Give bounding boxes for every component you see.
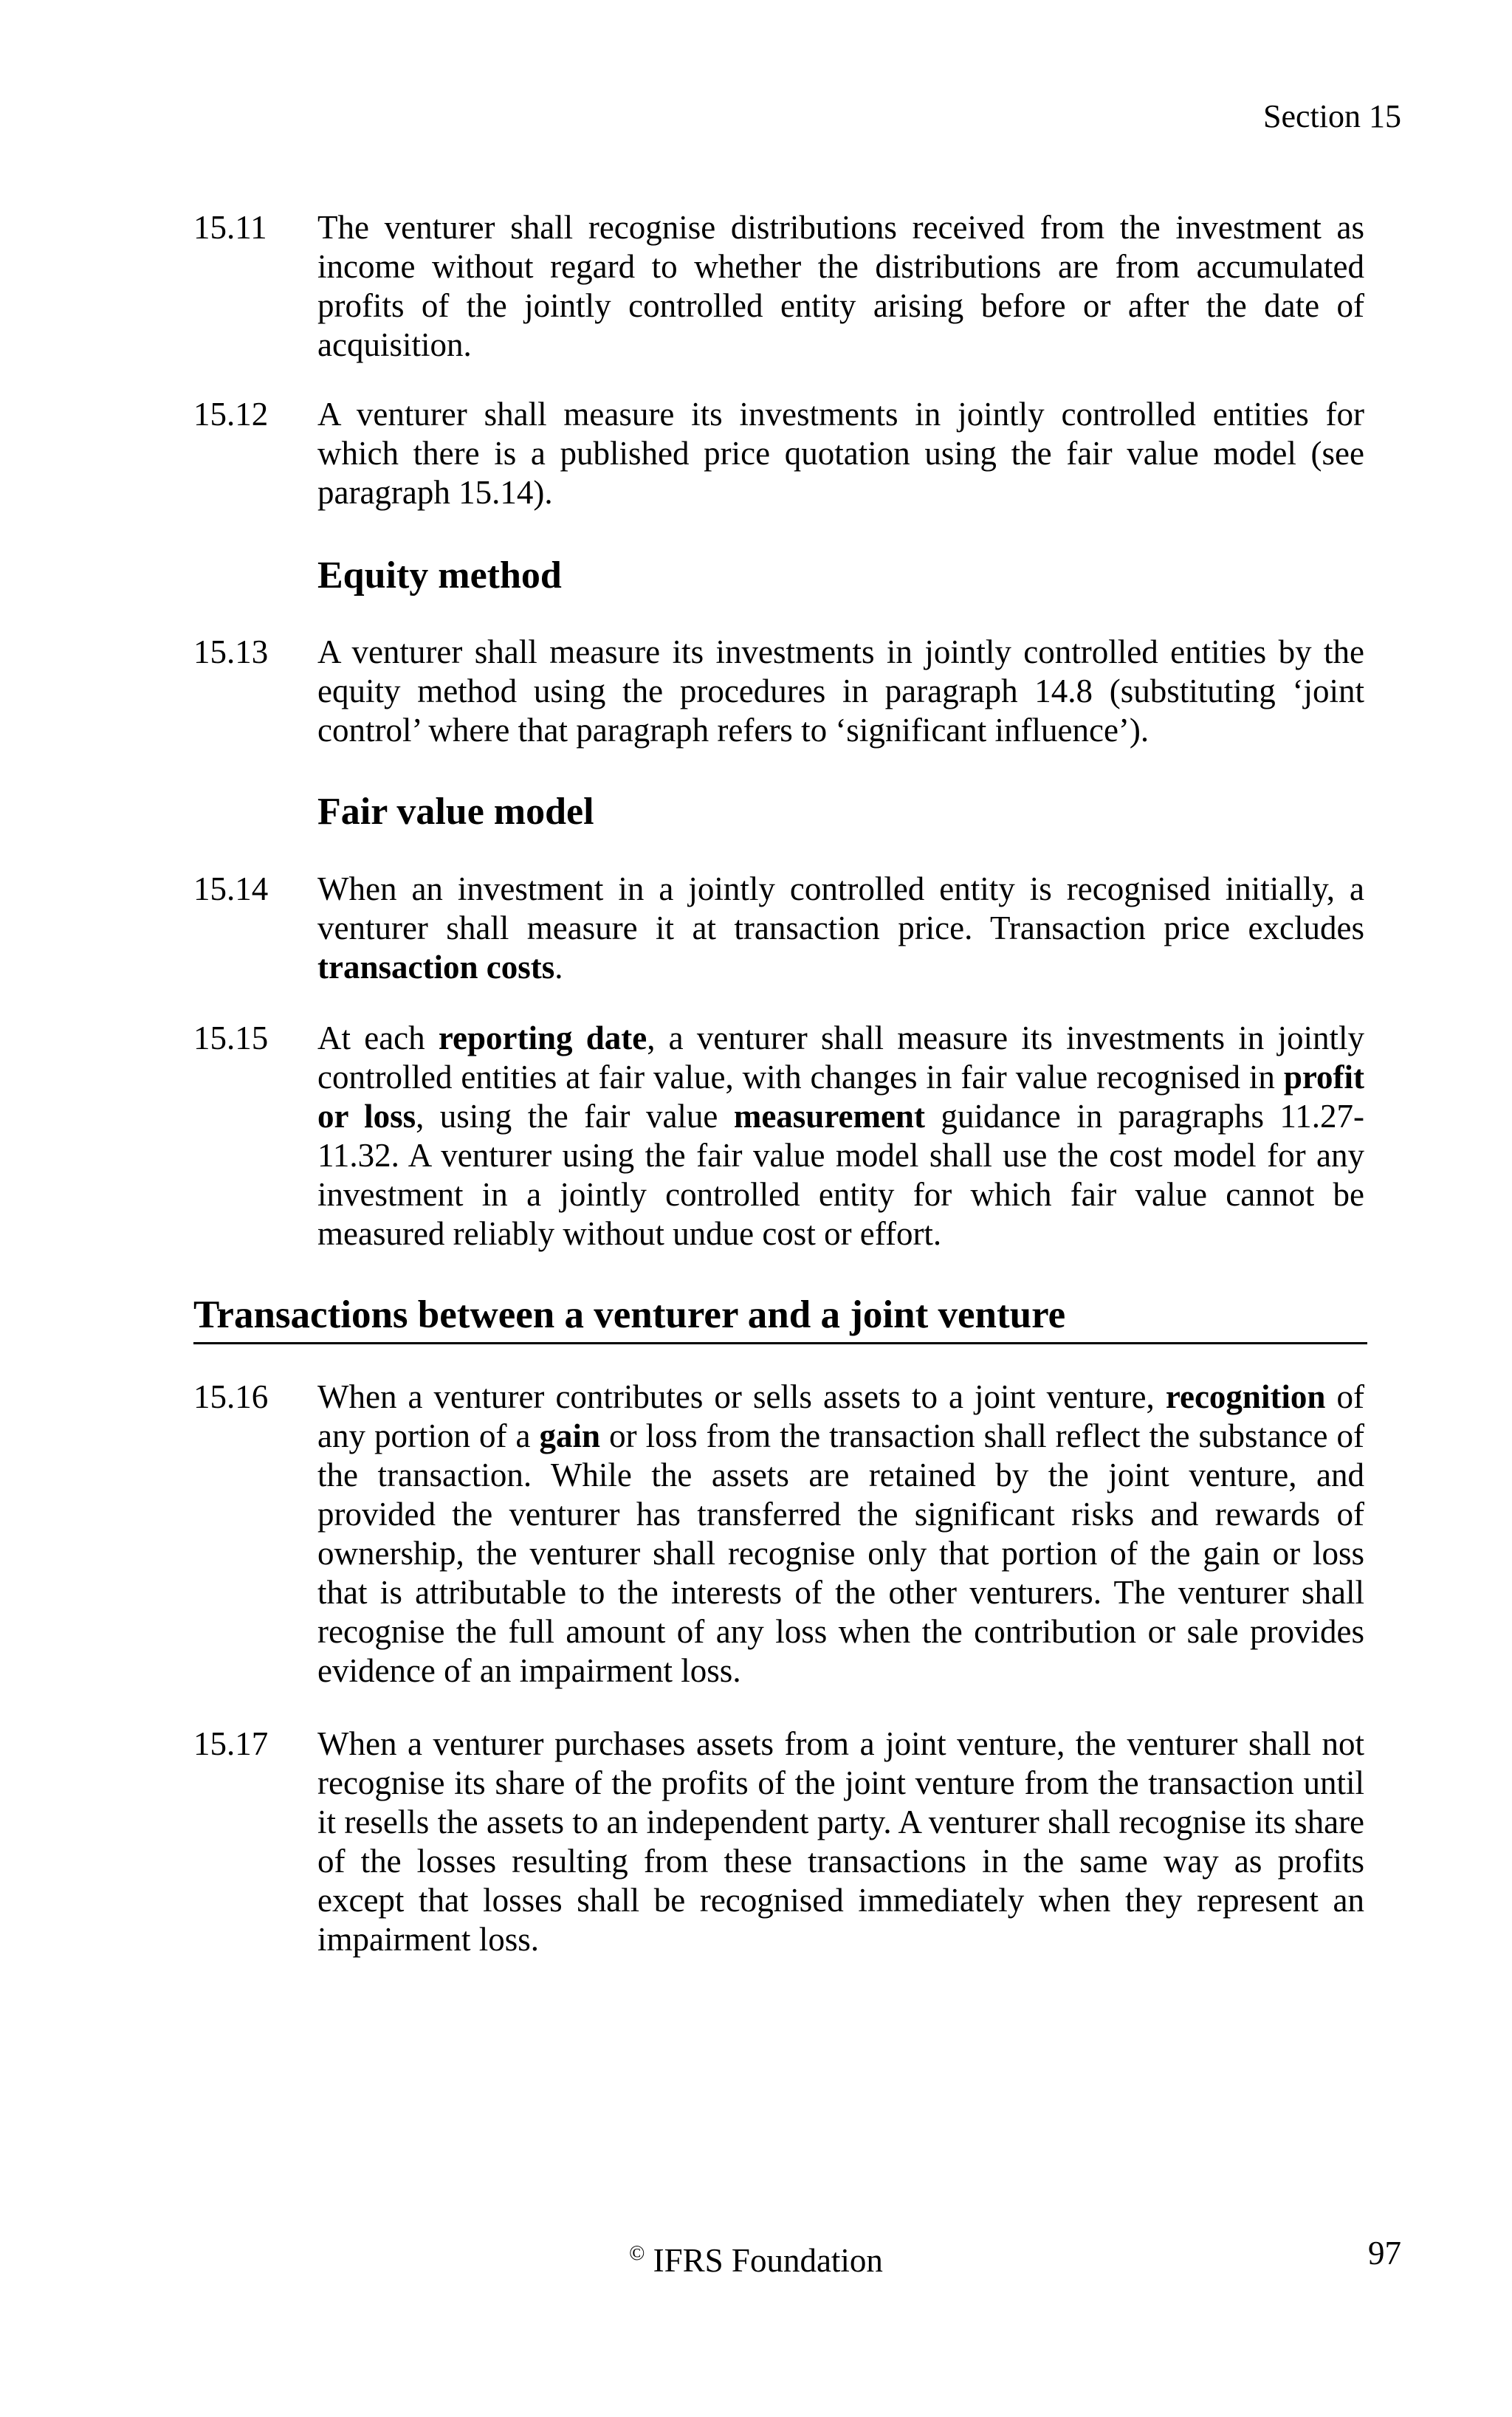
paragraph-number: 15.12 — [193, 396, 269, 433]
paragraph-15-11 — [193, 208, 1364, 365]
paragraph-15-12 — [193, 395, 1364, 512]
paragraph-15-14 — [193, 870, 1364, 987]
paragraph-text: A venturer shall measure its investments in jointly controlled entities by the equity method using the procedures in paragraph 14.8 (substituting ‘joint control’ where that paragraph refers to ‘significant influence’). — [317, 633, 1364, 749]
paragraph-number: 15.11 — [193, 209, 267, 246]
paragraph-text: At each reporting date, a venturer shall measure its investments in jointly controlled entities at fair value, with changes in fair value recognised in profit or loss, using the fair value measurement guidance in paragraphs 11.27-11.32. A venturer using the fair value model shall use the cost model for any investment in a jointly controlled entity for which fair value cannot be measured reliably without undue cost or effort. — [317, 1020, 1365, 1252]
paragraph-text: When an investment in a jointly controlled entity is recognised initially, a venturer shall measure it at transaction price. Transaction price excludes transaction costs. — [317, 870, 1364, 986]
defined-term: reporting date — [438, 1020, 647, 1056]
paragraph-text: When a venturer purchases assets from a joint venture, the venturer shall not recognise its share of the profits of the joint venture from the transaction until it resells the assets to an independent party. A venturer shall recognise its share of the losses resulting from these transactions in the same way as profits except that losses shall be recognised immediately when they represent an impairment loss. — [317, 1725, 1364, 1958]
section-heading-transactions: Transactions between a venturer and a joint venture — [193, 1292, 1367, 1344]
paragraph-text: When a venturer contributes or sells assets to a joint venture, recognition of any portion of a gain or loss from the transaction shall reflect the substance of the transaction. While the assets are retained by the joint venture, and provided the venturer has transferred the significant risks and rewards of ownership, the venturer shall recognise only that portion of the gain or loss that is attributable to the interests of the other venturers. The venturer shall recognise the full amount of any loss when the contribution or sale provides evidence of an impairment loss. — [317, 1378, 1364, 1689]
paragraph-15-13 — [193, 633, 1364, 750]
paragraph-number: 15.17 — [193, 1725, 269, 1762]
footer-org: IFRS Foundation — [645, 2242, 883, 2279]
defined-term: recognition — [1165, 1378, 1326, 1415]
page-number: 97 — [1368, 2235, 1401, 2272]
paragraph-number: 15.13 — [193, 633, 269, 670]
running-head-section: Section 15 — [1263, 98, 1401, 134]
copyright-symbol: © — [629, 2242, 645, 2265]
footer-copyright — [0, 2234, 1512, 2280]
paragraph-text: A venturer shall measure its investments in jointly controlled entities for which there is a published price quotation using the fair value model (see paragraph 15.14). — [317, 396, 1364, 511]
paragraph-text: The venturer shall recognise distributions received from the investment as income without regard to whether the distributions are from accumulated profits of the jointly controlled entity arising before or after the date of acquisition. — [317, 209, 1364, 363]
paragraph-15-15 — [193, 1019, 1364, 1254]
paragraph-number: 15.16 — [193, 1378, 269, 1415]
paragraph-number: 15.15 — [193, 1020, 269, 1056]
paragraph-number: 15.14 — [193, 870, 269, 907]
defined-term: profit or loss — [317, 1059, 1364, 1135]
defined-term: measurement — [733, 1098, 925, 1135]
defined-term: gain — [539, 1417, 601, 1454]
defined-term: transaction costs — [317, 949, 555, 986]
heading-fair-value-model: Fair value model — [317, 791, 594, 833]
paragraph-15-16 — [193, 1378, 1364, 1691]
heading-equity-method: Equity method — [317, 554, 562, 596]
paragraph-15-17 — [193, 1725, 1364, 1959]
